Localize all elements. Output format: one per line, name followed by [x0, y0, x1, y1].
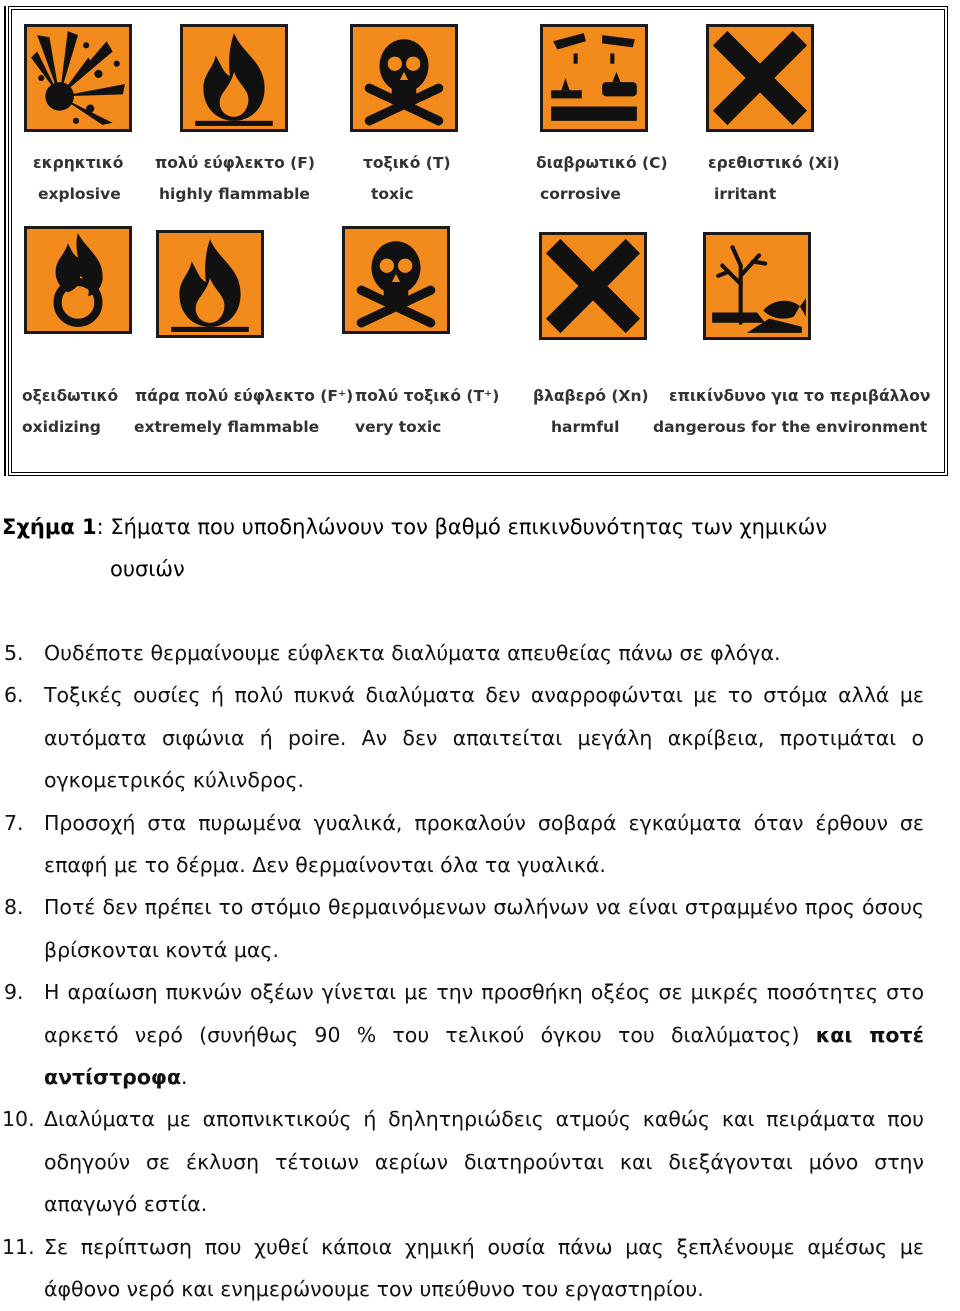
list-item — [0, 802, 924, 887]
item-number: 7. — [4, 810, 24, 835]
label-gr-irritant: ερεθιστικό (Xi) — [708, 154, 840, 172]
item-text: Ποτέ δεν πρέπει το στόμιο θερμαινόμενων σωλήνων να είναι στραμμένο προς όσους βρίσκονται κοντά μας. — [44, 895, 924, 962]
figure-caption — [2, 506, 827, 590]
item-number: 8. — [4, 895, 24, 920]
x-cross-icon — [539, 232, 647, 340]
label-en-highly-flammable: highly flammable — [159, 185, 310, 203]
label-en-dangerous-environment: dangerous for the environment — [653, 418, 928, 436]
label-gr-harmful: βλαβερό (Xn) — [533, 387, 649, 405]
item-emphasis: και ποτέ αντίστροφα — [44, 1022, 924, 1090]
x-cross-icon — [706, 24, 814, 132]
flame-icon — [156, 230, 264, 338]
label-gr-very-toxic: πολύ τοξικό (T⁺) — [355, 387, 500, 405]
item-text: Σε περίπτωση που χυθεί κάποια χημική ουσία πάνω μας ξεπλένουμε αμέσως με άφθονο νερό και ενημερώνουμε τον υπεύθυνο του εργαστηρίου. — [44, 1234, 924, 1302]
label-gr-dangerous-environment: επικίνδυνο για το περιβάλλον — [669, 387, 931, 405]
item-tail: . — [181, 1065, 188, 1090]
item-number: 10. — [2, 1107, 35, 1132]
item-text: Προσοχή στα πυρωμένα γυαλικά, προκαλούν σοβαρά εγκαύματα όταν έρθουν σε επαφή με το δέρμα. Δεν θερμαίνονται όλα τα γυαλικά. — [44, 810, 924, 878]
label-gr-extremely-flammable: πάρα πολύ εύφλεκτο (F⁺) — [135, 387, 354, 405]
label-gr-highly-flammable: πολύ εύφλεκτο (F) — [155, 154, 315, 172]
item-number: 9. — [4, 980, 24, 1005]
label-gr-explosive: εκρηκτικό — [33, 154, 124, 172]
caption-label: Σχήμα 1 — [2, 515, 97, 539]
list-item — [0, 632, 924, 674]
dead-tree-fish-icon — [703, 232, 811, 340]
item-number: 6. — [4, 683, 24, 708]
caption-text: : Σήματα που υποδηλώνουν τον βαθμό επικινδυνότητας των χημικών — [96, 515, 828, 539]
label-en-extremely-flammable: extremely flammable — [134, 418, 320, 436]
item-text: Η αραίωση πυκνών οξέων γίνεται με την προσθήκη οξέος σε μικρές ποσότητες στο αρκετό νερό (συνήθως 90 % του τελικού όγκου του διαλύματος) — [44, 980, 924, 1047]
item-number: 11. — [2, 1234, 35, 1259]
list-item — [0, 674, 924, 801]
list-item — [0, 1226, 924, 1311]
safety-rules-list — [0, 632, 924, 1311]
label-en-irritant: irritant — [714, 185, 777, 203]
label-gr-corrosive: διαβρωτικό (C) — [536, 154, 668, 172]
item-text: Διαλύματα με αποπνικτικούς ή δηλητηριώδεις ατμούς καθώς και πειράματα που οδηγούν σε έκλυση τέτοιων αερίων διατηρούνται και διεξάγονται μόνο στην απαγωγό εστία. — [44, 1107, 924, 1217]
label-en-toxic: toxic — [371, 185, 414, 203]
item-text: Ουδέποτε θερμαίνουμε εύφλεκτα διαλύματα απευθείας πάνω σε φλόγα. — [44, 641, 781, 665]
label-gr-toxic: τοξικό (T) — [363, 154, 451, 172]
caption-continuation: ουσιών — [110, 557, 185, 581]
list-item — [0, 1098, 924, 1225]
item-number: 5. — [4, 641, 24, 665]
flame-icon — [180, 24, 288, 132]
label-en-corrosive: corrosive — [540, 185, 621, 203]
label-en-harmful: harmful — [551, 418, 620, 436]
label-gr-oxidizing: οξειδωτικό — [22, 387, 119, 405]
list-item — [0, 886, 924, 971]
label-en-very-toxic: very toxic — [355, 418, 442, 436]
item-text: Τοξικές ουσίες ή πολύ πυκνά διαλύματα δεν αναρροφώνται με το στόμα αλλά με αυτόματα σιφώνια ή poire. Αν δεν απαιτείται μεγάλη ακρίβεια, προτιμάται ο ογκομετρικός κύλινδρος. — [44, 683, 924, 793]
skull-crossbones-icon — [342, 226, 450, 334]
skull-crossbones-icon — [350, 24, 458, 132]
label-en-oxidizing: oxidizing — [22, 418, 101, 436]
flame-over-circle-icon — [24, 226, 132, 334]
list-item — [0, 971, 924, 1098]
corrosive-icon — [540, 24, 648, 132]
label-en-explosive: explosive — [38, 185, 121, 203]
explosive-icon — [24, 24, 132, 132]
